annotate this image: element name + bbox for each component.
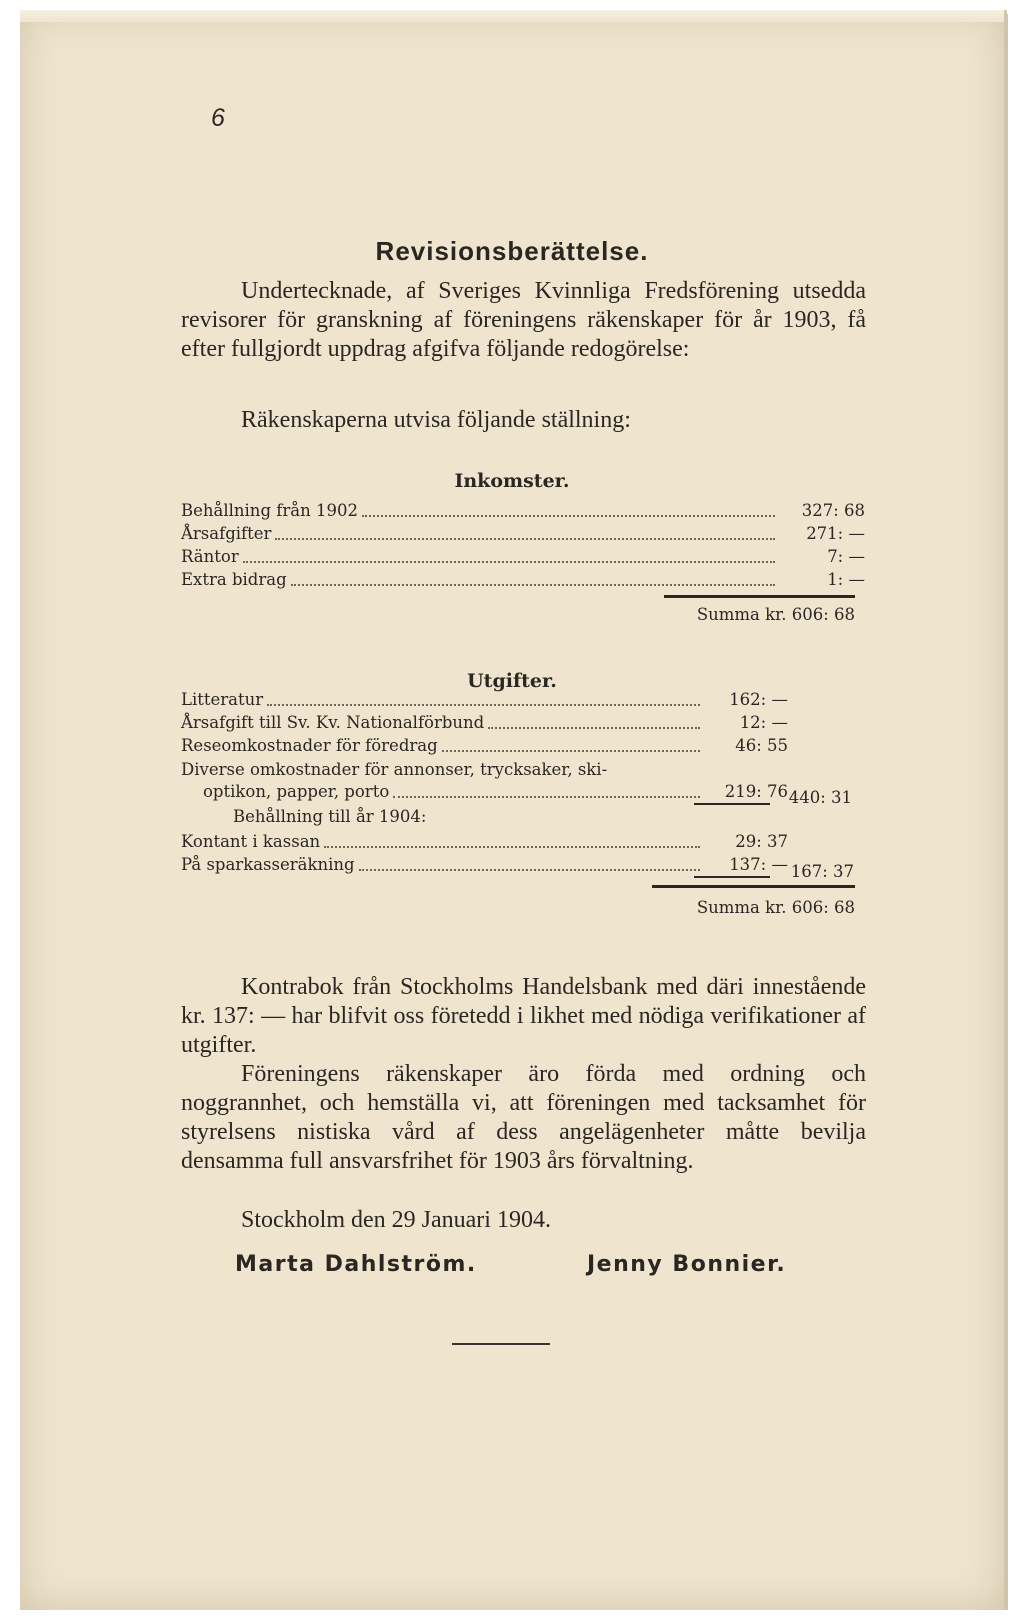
balance-value: 137: — <box>729 855 788 874</box>
place-date: Stockholm den 29 Januari 1904. <box>241 1207 551 1233</box>
income-value: 327: 68 <box>801 501 865 520</box>
income-label: Extra bidrag <box>181 570 287 589</box>
balance-row <box>181 853 788 875</box>
income-row <box>181 545 865 567</box>
income-value: 271: — <box>806 524 865 543</box>
expense-heading: Utgifter. <box>467 670 557 692</box>
balance-label: På sparkasseräkning <box>181 855 355 874</box>
income-row <box>181 522 865 544</box>
closing-paragraphs <box>181 973 866 1176</box>
expense-label: Reseomkostnader för föredrag <box>181 736 438 755</box>
balance-value: 29: 37 <box>735 832 788 851</box>
leader-dots <box>324 846 700 848</box>
expense-total-rule <box>652 885 855 888</box>
leader-dots <box>291 584 775 586</box>
expense-row <box>181 711 788 733</box>
income-value: 7: — <box>827 547 865 566</box>
page-number: 6 <box>211 104 225 132</box>
balance-heading: Behållning till år 1904: <box>233 807 427 826</box>
expense-value: 12: — <box>739 713 788 732</box>
closing-paragraph-2: Föreningens räkenskaper äro förda med ordning och noggrannhet, och hemställa vi, att föreningen med tacksamhet för styrelsens nistiska vård af dess angelägenheter måtte bevilja densamma full ansvarsfrihet för 1903 års förvaltning. <box>181 1061 866 1174</box>
leader-dots <box>442 750 700 752</box>
leader-dots <box>267 704 700 706</box>
balance-row <box>181 830 788 852</box>
closing-rule <box>452 1343 550 1345</box>
expense-value: 46: 55 <box>735 736 788 755</box>
income-total-rule <box>664 595 855 598</box>
income-row <box>181 568 865 590</box>
expense-row <box>203 780 788 802</box>
lead-paragraph <box>181 406 866 435</box>
expense-label: Litteratur <box>181 690 264 709</box>
expense-row <box>181 758 701 780</box>
income-heading: Inkomster. <box>454 470 570 492</box>
expense-subtotal: 440: 31 <box>788 788 852 807</box>
expense-value: 162: — <box>729 690 788 709</box>
expense-row <box>181 734 788 756</box>
income-row <box>181 499 865 521</box>
intro-text: Undertecknade, af Sveriges Kvinnliga Fredsförening utsedda revisorer för granskning af föreningens räkenskaper för år 1903, få efter fullgjordt uppdrag afgifva följande redogörelse: <box>181 278 866 362</box>
leader-dots <box>275 538 775 540</box>
balance-subtotal-rule <box>694 876 770 878</box>
signature-marta-dahlstrom: Marta Dahlström. <box>235 1252 477 1277</box>
expense-label: optikon, papper, porto <box>203 782 390 801</box>
paper-top-edge <box>20 10 1004 22</box>
document-title: Revisionsberättelse. <box>375 236 649 266</box>
balance-label: Kontant i kassan <box>181 832 321 851</box>
closing-paragraph-1: Kontrabok från Stockholms Handelsbank med däri innestående kr. 137: — har blifvit oss företedd i likhet med nödiga verifikationer af utgifter. <box>181 974 866 1058</box>
expense-label: Årsafgift till Sv. Kv. Nationalförbund <box>181 713 485 732</box>
balance-subtotal: 167: 37 <box>790 862 854 881</box>
income-total: Summa kr. 606: 68 <box>696 605 855 624</box>
expense-label: Diverse omkostnader för annonser, trycksaker, ski- <box>181 760 608 779</box>
income-label: Behållning från 1902 <box>181 501 358 520</box>
income-label: Räntor <box>181 547 239 566</box>
expense-row <box>181 688 788 710</box>
place-date-block <box>181 1206 866 1235</box>
income-value: 1: — <box>827 570 865 589</box>
income-label: Årsafgifter <box>181 524 272 543</box>
signature-jenny-bonnier: Jenny Bonnier. <box>587 1252 787 1277</box>
leader-dots <box>393 796 700 798</box>
leader-dots <box>243 561 775 563</box>
expense-subtotal-rule <box>694 803 770 805</box>
leader-dots <box>359 869 700 871</box>
expense-total: Summa kr. 606: 68 <box>696 898 855 917</box>
intro-paragraph <box>181 277 866 364</box>
leader-dots <box>488 727 700 729</box>
expense-value: 219: 76 <box>724 782 788 801</box>
lead-text: Räkenskaperna utvisa följande ställning: <box>241 407 631 433</box>
leader-dots <box>362 515 775 517</box>
